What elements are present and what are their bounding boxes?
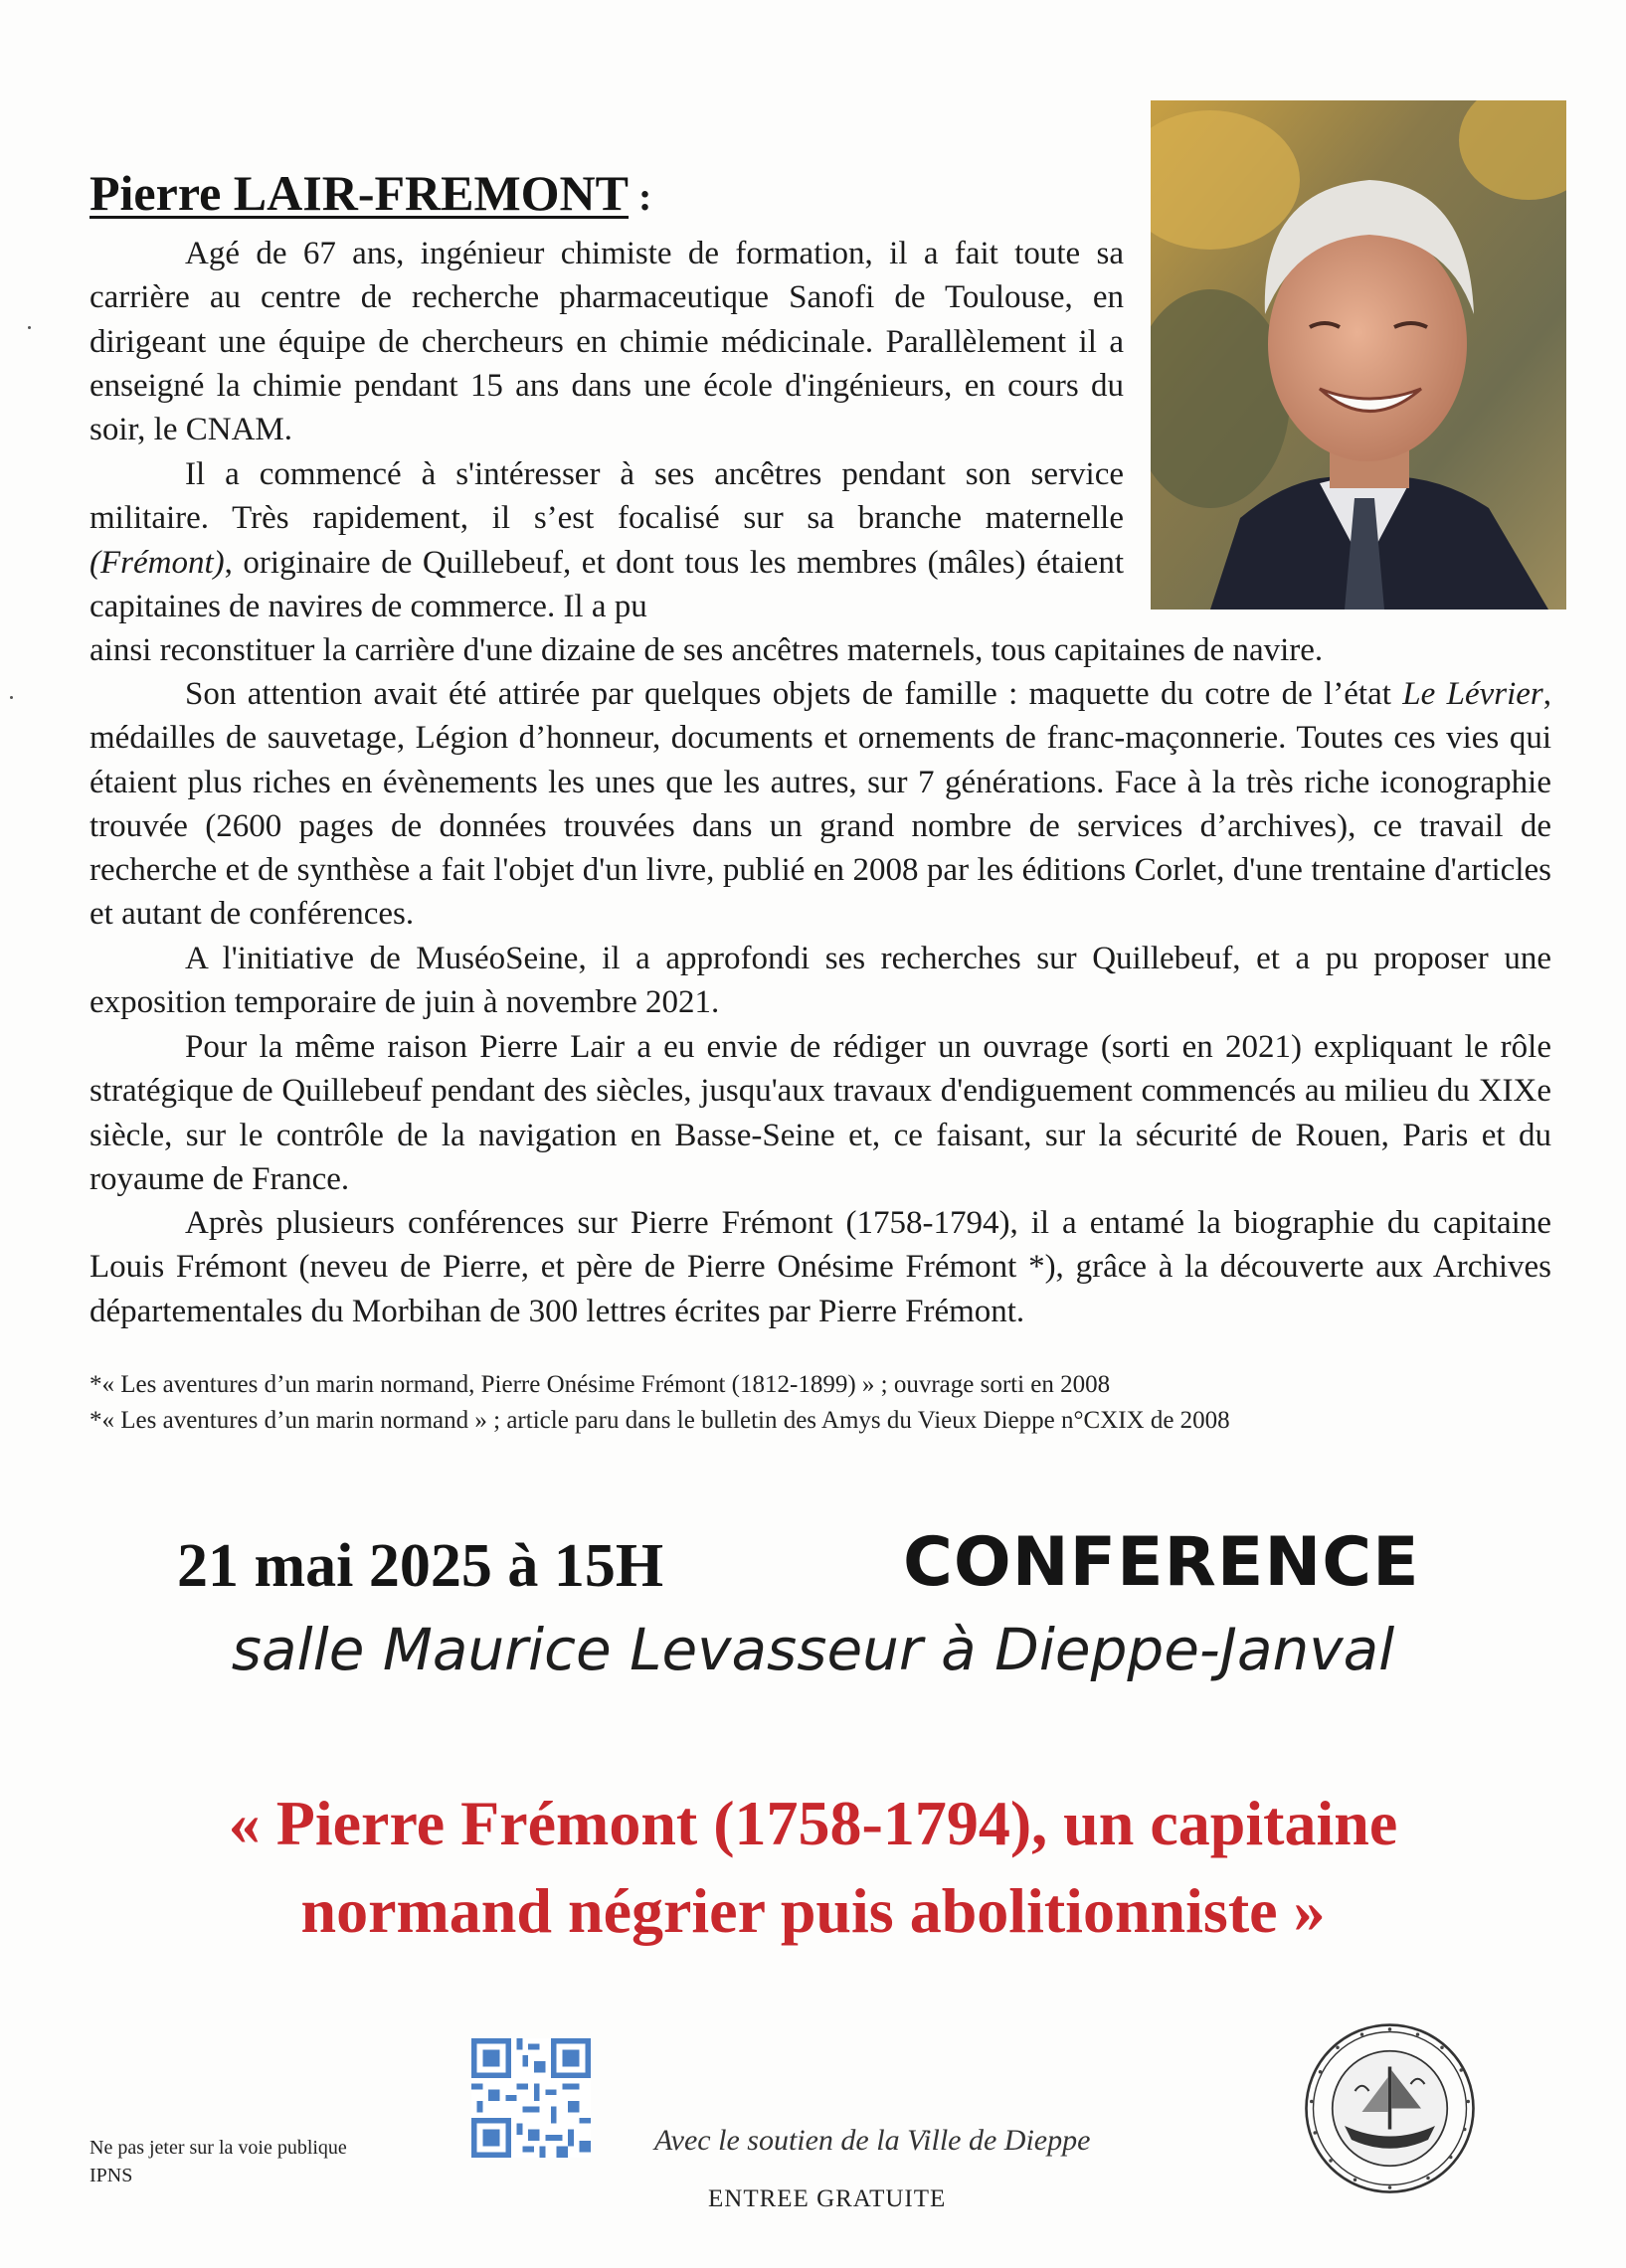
bio-paragraph-5 bbox=[90, 1025, 1551, 1201]
scan-speck bbox=[28, 326, 31, 329]
scan-speck bbox=[10, 696, 13, 699]
talk-title bbox=[60, 1780, 1566, 1955]
footer-entry: ENTREE GRATUITE bbox=[708, 2185, 947, 2212]
bio-emphasis: Le Lévrier bbox=[1402, 676, 1543, 712]
event-type: CONFERENCE bbox=[903, 1523, 1420, 1602]
page-title: Pierre LAIR-FREMONT bbox=[90, 165, 630, 221]
footer-support: Avec le soutien de la Ville de Dieppe bbox=[654, 2124, 1091, 2157]
talk-title-line-1: « Pierre Frémont (1758-1794), un capitaine bbox=[228, 1788, 1398, 1858]
bio-text: , médailles de sauvetage, Légion d’honneur, documents et ornements de franc-maçonnerie. Toutes ces vies qui étaient plus riches en évènements les unes que les autres, sur 7 générations. Face à la très riche iconographie trouvée (2600 pages de données trouvées dans un grand nombre de services d’archives), ce travail de recherche et de synthèse a fait l'objet d'un livre, publié en 2008 par les éditions Corlet, d'une trentaine d'articles et autant de conférences. bbox=[90, 676, 1552, 933]
talk-title-line-2: normand négrier puis abolitionniste » bbox=[300, 1875, 1326, 1946]
footer-note-line-2: IPNS bbox=[90, 2165, 133, 2186]
bio-paragraph-6 bbox=[90, 1201, 1551, 1333]
bio-text: Il a commencé à s'intéresser à ses ancêtres pendant son service militaire. Très rapidement, il s’est focalisé sur sa branche maternelle bbox=[90, 456, 1124, 537]
amys-du-vieux-dieppe-seal-icon bbox=[1303, 2021, 1477, 2195]
bio-paragraph-2 bbox=[90, 452, 1124, 628]
bio-text: ainsi reconstituer la carrière d'une dizaine de ses ancêtres maternels, tous capitaines de navire. bbox=[90, 632, 1324, 668]
bio-text: Pour la même raison Pierre Lair a eu envie de rédiger un ouvrage (sorti en 2021) expliquant le rôle stratégique de Quillebeuf pendant des siècles, jusqu'aux travaux d'endiguement commencés au milieu du XIXe siècle, sur le contrôle de la navigation en Basse-Seine et, ce faisant, sur la sécurité de Rouen, Paris et du royaume de France. bbox=[90, 1029, 1551, 1197]
bio-paragraph-2-end bbox=[90, 628, 1551, 672]
event-date: 21 mai 2025 à 15H bbox=[177, 1532, 664, 1600]
bio-paragraph-4 bbox=[90, 937, 1551, 1025]
bio-emphasis: (Frémont) bbox=[90, 544, 225, 581]
page-title-block bbox=[90, 164, 651, 222]
qr-code-icon[interactable] bbox=[471, 2038, 591, 2158]
footer-legal-note bbox=[90, 2134, 347, 2189]
footer-note-line-1: Ne pas jeter sur la voie publique bbox=[90, 2137, 347, 2159]
event-venue: salle Maurice Levasseur à Dieppe-Janval bbox=[231, 1616, 1395, 1683]
bio-text: , originaire de Quillebeuf, et dont tous les membres (mâles) étaient capitaines de navires de commerce. Il a pu bbox=[90, 544, 1124, 624]
bio-text: Agé de 67 ans, ingénieur chimiste de formation, il a fait toute sa carrière au centre de recherche pharmaceutique Sanofi de Toulouse, en dirigeant une équipe de chercheurs en chimie médicinale. Parallèlement il a enseigné la chimie pendant 15 ans dans une école d'ingénieurs, en cours du soir, le CNAM. bbox=[90, 236, 1124, 448]
title-colon: : bbox=[638, 174, 652, 219]
bio-text: Après plusieurs conférences sur Pierre Frémont (1758-1794), il a entamé la biographie du capitaine Louis Frémont (neveu de Pierre, et père de Pierre Onésime Frémont *), grâce à la découverte aux Archives départementales du Morbihan de 300 lettres écrites par Pierre Frémont. bbox=[90, 1205, 1551, 1329]
portrait-photo bbox=[1151, 100, 1566, 610]
footnote-2: *« Les aventures d’un marin normand » ; article paru dans le bulletin des Amys du Vieux Dieppe n°CXIX de 2008 bbox=[90, 1407, 1230, 1434]
bio-text: Son attention avait été attirée par quelques objets de famille : maquette du cotre de l’état bbox=[185, 676, 1391, 712]
bio-text: A l'initiative de MuséoSeine, il a approfondi ses recherches sur Quillebeuf, et a pu proposer une exposition temporaire de juin à novembre 2021. bbox=[90, 941, 1551, 1021]
bio-paragraph-1 bbox=[90, 232, 1124, 451]
bio-paragraph-3 bbox=[90, 672, 1551, 937]
footnote-1: *« Les aventures d’un marin normand, Pierre Onésime Frémont (1812-1899) » ; ouvrage sorti en 2008 bbox=[90, 1371, 1111, 1398]
